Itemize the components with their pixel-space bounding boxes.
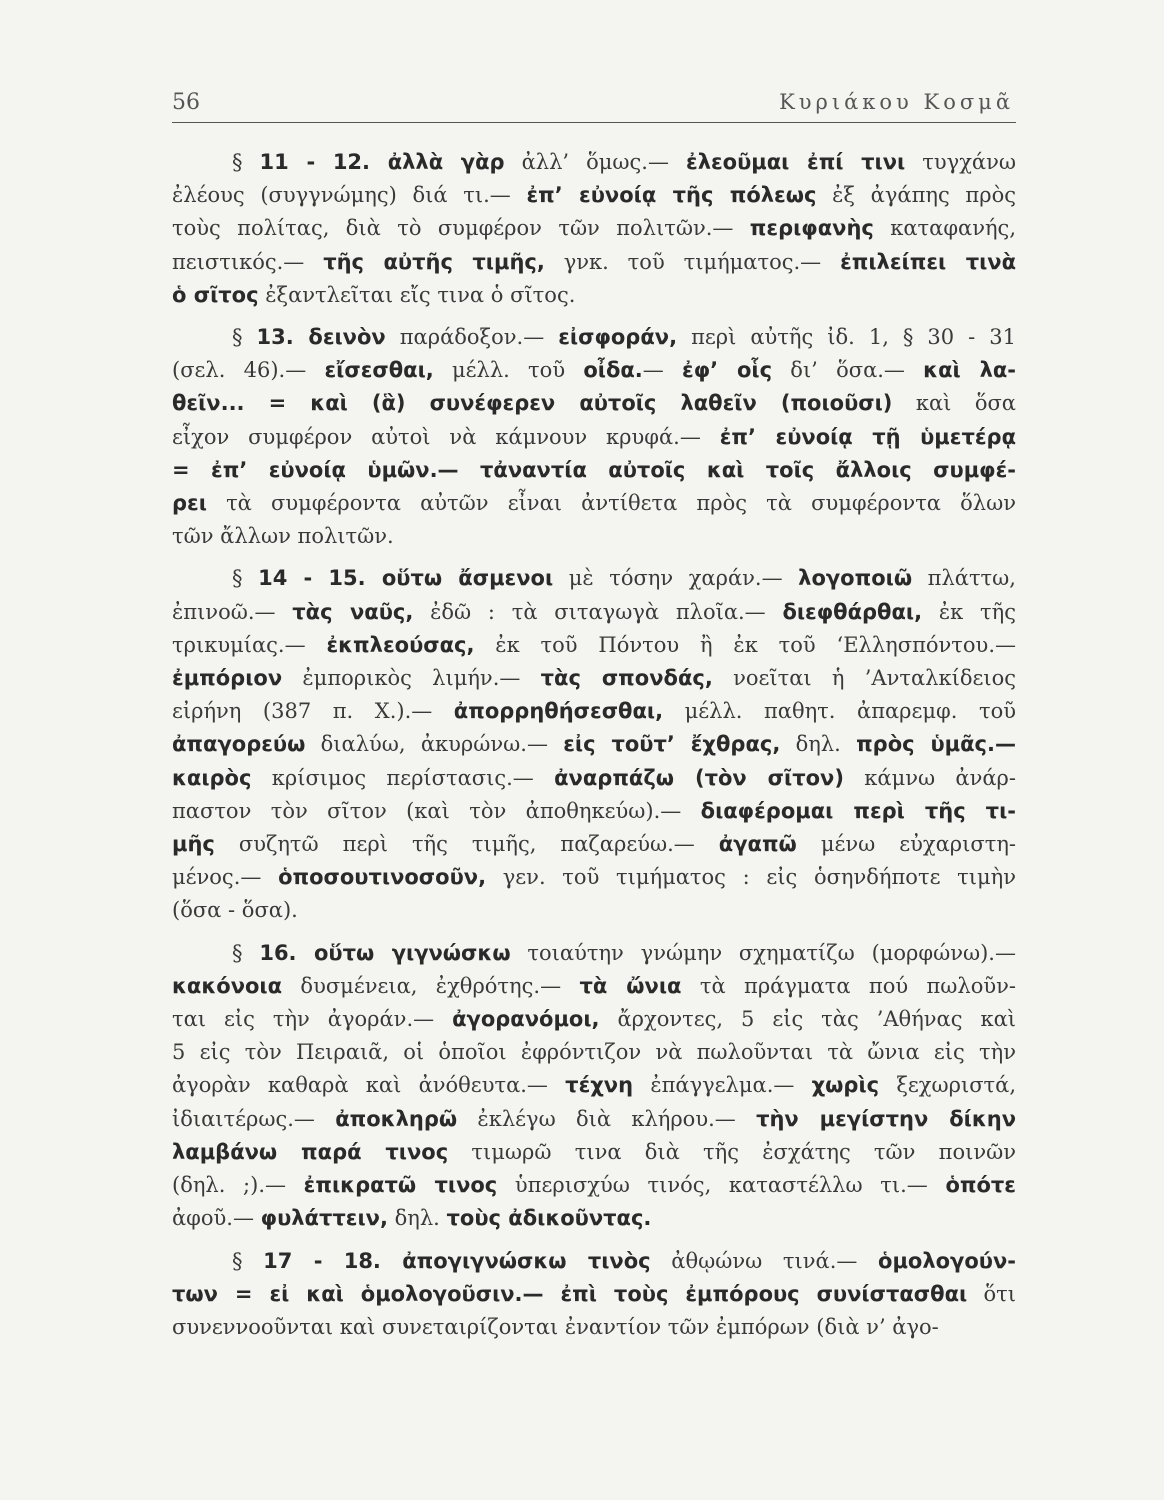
paragraph xyxy=(172,1245,1016,1345)
gloss: (σελ. 46).— xyxy=(172,358,325,383)
gloss: νοεῖται ἡ ’Ανταλκίδειος xyxy=(712,666,1016,691)
gloss: (δηλ. ;).— xyxy=(172,1173,304,1198)
gloss: ἐμπορικὸς λιμήν.— xyxy=(282,666,541,691)
lemma: ἀγαπῶ xyxy=(718,832,797,857)
lemma: ἐλεοῦμαι ἐπί τινι xyxy=(686,150,906,174)
gloss: ἐκ τῆς xyxy=(922,599,1016,624)
lemma: εἰς τοῦτʼ ἔχθρας, xyxy=(563,732,781,757)
text-line xyxy=(172,762,1016,795)
running-title: Κυριάκου Κοσμᾶ xyxy=(779,90,1014,114)
lemma: εἰσφοράν, xyxy=(558,325,678,350)
gloss: τοὺς πολίτας, διὰ τὸ συμφέρον τῶν πολιτῶν.— xyxy=(172,216,750,241)
gloss: ται εἰς τὴν ἀγοράν.— xyxy=(172,1007,453,1032)
text-line xyxy=(172,1311,1016,1344)
gloss: κάμνω ἀνάρ- xyxy=(843,765,1016,790)
lemma: τὰς ναῦς, xyxy=(292,599,414,624)
lemma: διεφθάρθαι, xyxy=(782,599,923,624)
text-line xyxy=(172,1069,1016,1102)
lemma: 11 - 12. ἀλλὰ γὰρ xyxy=(259,150,505,174)
gloss: ἀθῳώνω τινά.— xyxy=(650,1248,879,1273)
lemma: 17 - 18. ἀπογιγνώσκω τινὸς xyxy=(263,1248,651,1273)
text-line xyxy=(172,894,1016,927)
gloss: μένος.— xyxy=(172,865,279,890)
gloss: ἐλέους (συγγνώμης) διά τι.— xyxy=(172,183,527,208)
page-header xyxy=(172,90,1016,123)
lemma: ἐπʼ εὐνοίᾳ τῇ ὑμετέρᾳ xyxy=(719,424,1016,449)
gloss: ἐπινοῶ.— xyxy=(172,599,293,624)
lemma: λογοποιῶ xyxy=(798,566,913,591)
lemma: τῆς αὐτῆς τιμῆς, xyxy=(323,249,545,274)
lemma: φυλάττειν, xyxy=(260,1206,388,1231)
gloss: — xyxy=(642,358,683,383)
gloss: ξεχωριστά, xyxy=(879,1073,1016,1098)
gloss: ἐπάγγελμα.— xyxy=(633,1073,812,1098)
gloss: τὰ συμφέροντα αὐτῶν εἶναι ἀντίθετα πρὸς τὰ συμφέροντα ὅλων xyxy=(206,491,1016,516)
gloss: παράδοξον.— xyxy=(385,325,559,350)
page-number: 56 xyxy=(172,90,200,115)
gloss: τρικυμίας.— xyxy=(172,632,327,657)
lemma: τὰς σπονδάς, xyxy=(540,666,713,691)
lemma: τέχνη xyxy=(565,1073,634,1098)
gloss: καὶ ὅσα xyxy=(892,391,1016,416)
text-line xyxy=(172,1202,1016,1235)
lemma: 14 - 15. οὕτω ἄσμενοι xyxy=(258,566,554,591)
gloss: πλάττω, xyxy=(912,566,1016,591)
gloss: ἀλλ’ ὅμως.— xyxy=(504,150,686,174)
text-line xyxy=(172,1136,1016,1169)
lemma: ἐφʼ οἷς xyxy=(682,358,773,383)
text-line xyxy=(172,246,1016,279)
text-line xyxy=(172,487,1016,520)
lemma: ἐπιλείπει τινὰ xyxy=(840,249,1017,274)
gloss: εἰρήνη (387 π. Χ.).— xyxy=(172,699,454,724)
lemma: ἀγορανόμοι, xyxy=(452,1007,600,1032)
lemma: καὶ λα- xyxy=(923,358,1017,383)
gloss: ἐξαντλεῖται εἴς τινα ὁ σῖτος. xyxy=(258,282,576,307)
lemma: 13. δεινὸν xyxy=(256,325,386,350)
text-line xyxy=(172,1103,1016,1136)
text-line xyxy=(172,596,1016,629)
text-line xyxy=(172,861,1016,894)
lemma: ὁποσουτινοσοῦν, xyxy=(278,865,487,890)
gloss: ἐκλέγω διὰ κλήρου.— xyxy=(457,1106,757,1131)
lemma: 16. οὕτω γιγνώσκω xyxy=(259,940,511,965)
gloss: (ὅσα - ὅσα). xyxy=(172,898,298,923)
gloss: § xyxy=(232,566,259,591)
gloss: ἰδιαιτέρως.— xyxy=(172,1106,336,1131)
gloss: ἀφοῦ.— xyxy=(172,1206,261,1231)
text-line xyxy=(172,1245,1016,1278)
text-line xyxy=(172,1003,1016,1036)
gloss: κρίσιμος περίστασις.— xyxy=(251,765,555,790)
text-line xyxy=(172,629,1016,662)
gloss: ἐδῶ : τὰ σιταγωγὰ πλοῖα.— xyxy=(413,599,783,624)
gloss: 5 εἰς τὸν Πειραιᾶ, οἱ ὁποῖοι ἐφρόντιζον νὰ πωλοῦνται τὰ ὤνια εἰς τὴν xyxy=(172,1040,1016,1065)
gloss: μένω εὐχαριστη- xyxy=(796,832,1017,857)
text-line xyxy=(172,179,1016,212)
paragraph xyxy=(172,321,1016,553)
text-line xyxy=(172,421,1016,454)
lemma: μῆς xyxy=(172,832,215,857)
text-line xyxy=(172,795,1016,828)
lemma: ρει xyxy=(172,491,207,516)
text-line xyxy=(172,387,1016,420)
lemma: ἀπορρηθήσεσθαι, xyxy=(453,699,664,724)
lemma: καιρὸς xyxy=(172,765,252,790)
lemma: = ἐπʼ εὐνοίᾳ ὑμῶν.— τἀναντία αὐτοῖς καὶ τοῖς ἄλλοις συμφέ- xyxy=(172,457,1016,482)
text-line xyxy=(172,662,1016,695)
gloss: ὑπερισχύω τινός, καταστέλλω τι.— xyxy=(497,1173,946,1198)
text-line xyxy=(172,1036,1016,1069)
gloss: μέλλ. τοῦ xyxy=(433,358,584,383)
lemma: ὁπότε xyxy=(945,1173,1016,1198)
paragraph xyxy=(172,937,1016,1236)
text-line xyxy=(172,970,1016,1003)
lemma: των = εἰ καὶ ὁμολογοῦσιν.— ἐπὶ τοὺς ἐμπόρους συνίστασθαι xyxy=(172,1281,968,1306)
gloss: τῶν ἄλλων πολιτῶν. xyxy=(172,524,394,549)
gloss: πειστικός.— xyxy=(172,249,324,274)
gloss: συζητῶ περὶ τῆς τιμῆς, παζαρεύω.— xyxy=(214,832,719,857)
lemma: ὁ σῖτος xyxy=(172,282,259,307)
text-line xyxy=(172,354,1016,387)
lemma: θεῖν... = καὶ (ἃ) συνέφερεν αὐτοῖς λαθεῖν (ποιοῦσι) xyxy=(172,391,893,416)
text-line xyxy=(172,1169,1016,1202)
paragraph xyxy=(172,146,1016,312)
commentary-text xyxy=(172,146,1016,1344)
gloss: καταφανής, xyxy=(873,216,1016,241)
text-line xyxy=(172,454,1016,487)
gloss: § xyxy=(232,940,260,965)
gloss: συνεννοοῦνται καὶ συνεταιρίζονται ἐναντίον τῶν ἐμπόρων (διὰ ν’ ἀγο- xyxy=(172,1314,939,1339)
text-line xyxy=(172,695,1016,728)
lemma: ἀπαγορεύω xyxy=(172,732,306,757)
gloss: εἶχον συμφέρον αὐτοὶ νὰ κάμνουν κρυφά.— xyxy=(172,424,720,449)
gloss: τιμωρῶ τινα διὰ τῆς ἐσχάτης τῶν ποινῶν xyxy=(448,1139,1017,1164)
gloss: γνκ. τοῦ τιμήματος.— xyxy=(544,249,841,274)
gloss: § xyxy=(232,150,260,174)
text-line xyxy=(172,321,1016,354)
text-line xyxy=(172,520,1016,553)
gloss: ὅτι xyxy=(967,1281,1017,1306)
lemma: χωρὶς xyxy=(811,1073,880,1098)
gloss: ἀγορὰν καθαρὰ καὶ ἀνόθευτα.— xyxy=(172,1073,566,1098)
lemma: ἐπʼ εὐνοίᾳ τῆς πόλεως xyxy=(526,183,817,208)
gloss: τυγχάνω xyxy=(905,150,1016,174)
gloss: ἐξ ἀγάπης πρὸς xyxy=(816,183,1016,208)
gloss: παστον τὸν σῖτον (καὶ τὸν ἀποθηκεύω).— xyxy=(172,798,701,823)
gloss: τοιαύτην γνώμην σχηματίζω (μορφώνω).— xyxy=(510,940,1016,965)
lemma: ὁμολογούν- xyxy=(878,1248,1016,1273)
gloss: δυσμένεια, ἐχθρότης.— xyxy=(282,973,580,998)
lemma: ἀναρπάζω (τὸν σῖτον) xyxy=(554,765,844,790)
text-line xyxy=(172,1278,1016,1311)
lemma: τοὺς ἀδικοῦντας. xyxy=(446,1206,652,1231)
gloss: δηλ. xyxy=(387,1206,447,1231)
text-line xyxy=(172,212,1016,245)
gloss: περὶ αὐτῆς ἰδ. 1, § 30 - 31 xyxy=(677,325,1016,350)
gloss: μὲ τόσην χαράν.— xyxy=(553,566,799,591)
gloss: δι’ ὅσα.— xyxy=(772,358,924,383)
lemma: τὰ ὤνια xyxy=(579,973,682,998)
gloss: δηλ. xyxy=(780,732,857,757)
text-line xyxy=(172,562,1016,595)
text-line xyxy=(172,937,1016,970)
lemma: κακόνοια xyxy=(172,973,283,998)
gloss: § xyxy=(232,1248,264,1273)
lemma: περιφανὴς xyxy=(749,216,874,241)
gloss: μέλλ. παθητ. ἀπαρεμφ. τοῦ xyxy=(663,699,1016,724)
lemma: οἶδα. xyxy=(583,358,643,383)
gloss: γεν. τοῦ τιμήματος : εἰς ὁσηνδήποτε τιμὴν xyxy=(486,865,1016,890)
gloss: τὰ πράγματα πού πωλοῦν- xyxy=(681,973,1016,998)
lemma: πρὸς ὑμᾶς.— xyxy=(856,732,1016,757)
paragraph xyxy=(172,562,1016,927)
text-line xyxy=(172,828,1016,861)
gloss: § xyxy=(232,325,257,350)
text-line xyxy=(172,279,1016,312)
text-line xyxy=(172,728,1016,761)
lemma: λαμβάνω παρά τινος xyxy=(172,1139,449,1164)
lemma: ἐμπόριον xyxy=(172,666,283,691)
gloss: ἐκ τοῦ Πόντου ἢ ἐκ τοῦ ‘Ελλησπόντου.— xyxy=(474,632,1016,657)
lemma: ἐκπλεούσας, xyxy=(326,632,475,657)
lemma: διαφέρομαι περὶ τῆς τι- xyxy=(700,798,1016,823)
gloss: διαλύω, ἀκυρώνω.— xyxy=(305,732,564,757)
lemma: ἀποκληρῶ xyxy=(335,1106,458,1131)
gloss: ἄρχοντες, 5 εἰς τὰς ’Αθήνας καὶ xyxy=(599,1007,1016,1032)
text-line xyxy=(172,146,1016,179)
lemma: ἐπικρατῶ τινος xyxy=(303,1173,498,1198)
lemma: εἴσεσθαι, xyxy=(324,358,434,383)
lemma: τὴν μεγίστην δίκην xyxy=(756,1106,1016,1131)
